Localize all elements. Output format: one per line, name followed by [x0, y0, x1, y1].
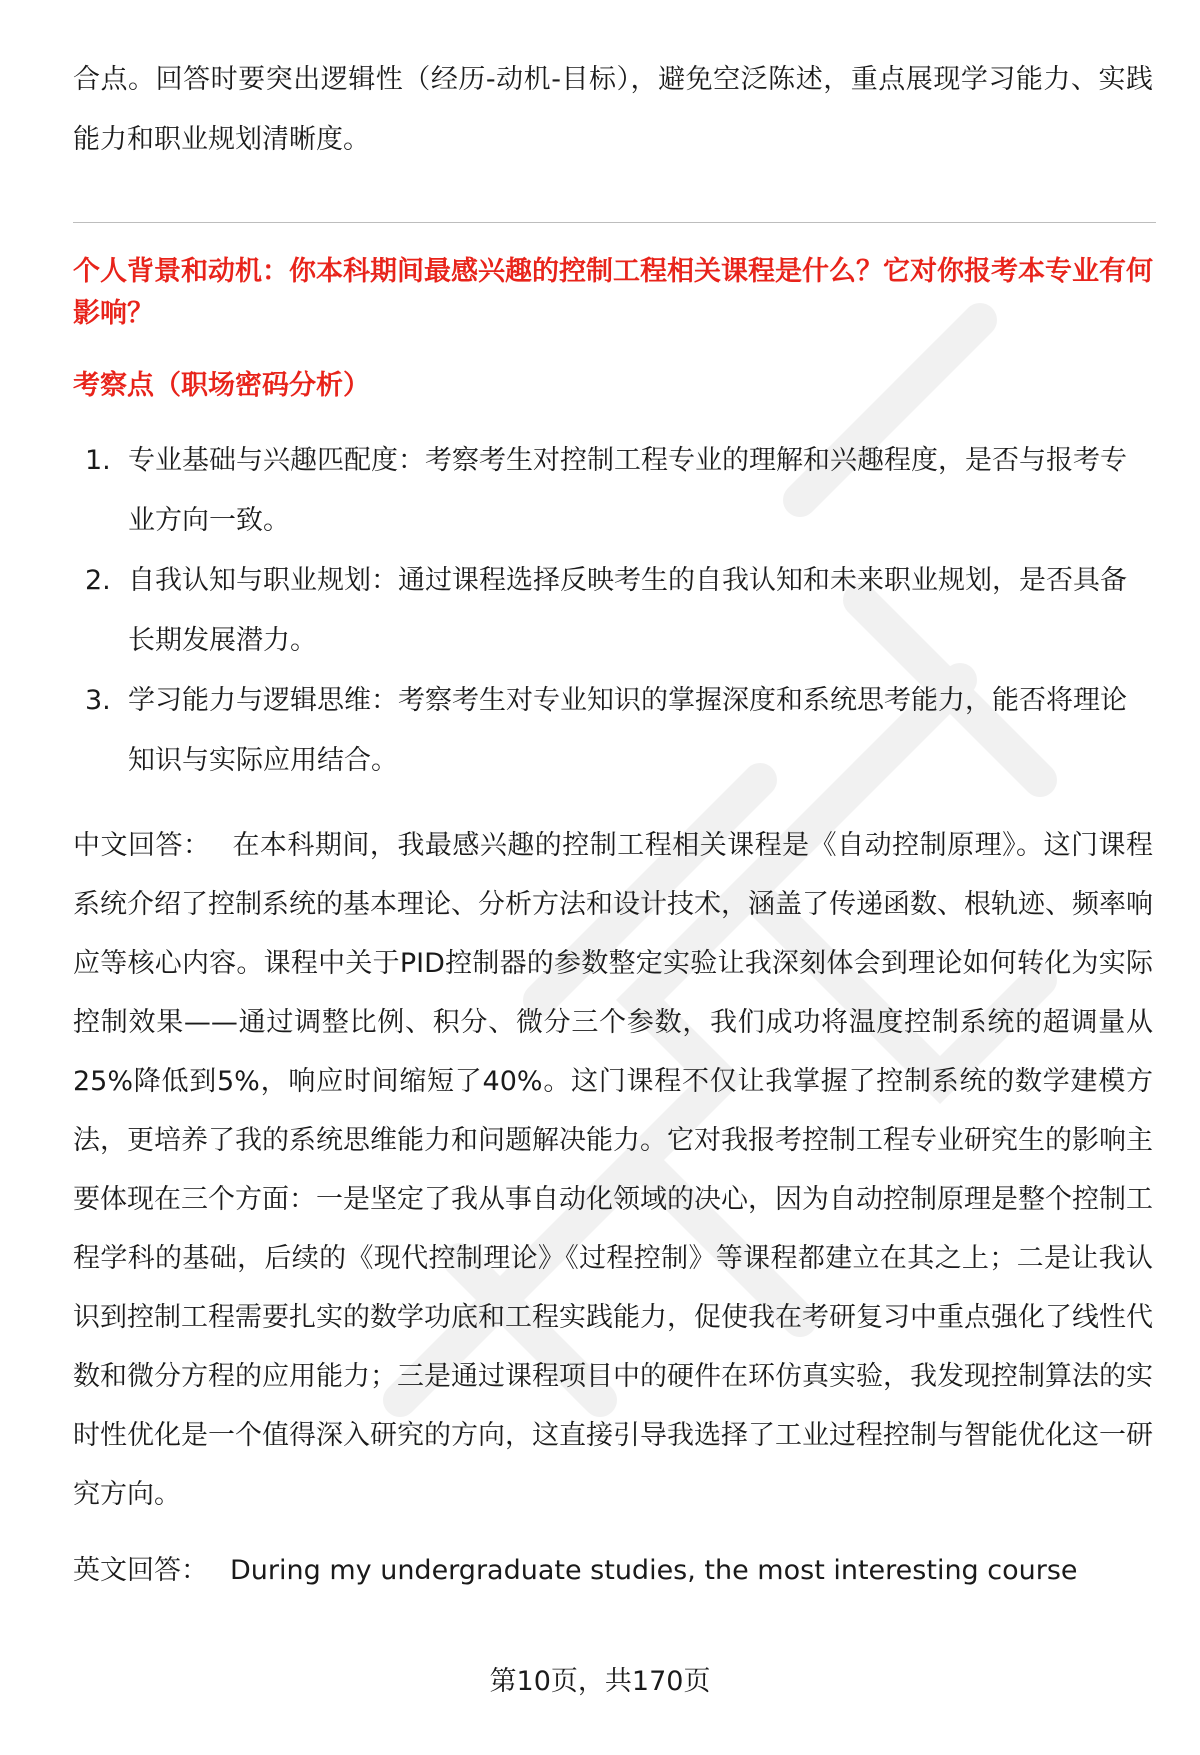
point-text: 学习能力与逻辑思维：考察考生对专业知识的掌握深度和系统思考能力，能否将理论知识与实际应用结合。 — [128, 685, 1127, 776]
chinese-answer-label: 中文回答： — [73, 830, 211, 861]
assessment-point — [73, 551, 1153, 671]
section-divider — [73, 222, 1156, 223]
intro-paragraph: 合点。回答时要突出逻辑性（经历-动机-目标），避免空泛陈述，重点展现学习能力、实践能力和职业规划清晰度。 — [73, 64, 1153, 155]
point-text: 自我认知与职业规划：通过课程选择反映考生的自我认知和未来职业规划，是否具备长期发展潜力。 — [128, 565, 1127, 656]
question-title: 个人背景和动机：你本科期间最感兴趣的控制工程相关课程是什么？它对你报考本专业有何影响？ — [73, 256, 1153, 329]
document-body — [73, 50, 1153, 1618]
chinese-answer-text: 在本科期间，我最感兴趣的控制工程相关课程是《自动控制原理》。这门课程系统介绍了控制系统的基本理论、分析方法和设计技术，涵盖了传递函数、根轨迹、频率响应等核心内容。课程中关于PID控制器的参数整定实验让我深刻体会到理论如何转化为实际控制效果——通过调整比例、积分、微分三个参数，我们成功将温度控制系统的超调量从25%降低到5%，响应时间缩短了40%。这门课程不仅让我掌握了控制系统的数学建模方法，更培养了我的系统思维能力和问题解决能力。它对我报考控制工程专业研究生的影响主要体现在三个方面：一是坚定了我从事自动化领域的决心，因为自动控制原理是整个控制工程学科的基础，后续的《现代控制理论》《过程控制》等课程都建立在其之上；二是让我认识到控制工程需要扎实的数学功底和工程实践能力，促使我在考研复习中重点强化了线性代数和微分方程的应用能力；三是通过课程项目中的硬件在环仿真实验，我发现控制算法的实时性优化是一个值得深入研究的方向，这直接引导我选择了工业过程控制与智能优化这一研究方向。 — [73, 830, 1154, 1510]
assessment-point — [73, 431, 1153, 551]
point-number: 2. — [85, 565, 111, 596]
assessment-label: 考察点（职场密码分析） — [73, 370, 370, 401]
assessment-point — [73, 671, 1153, 791]
point-number: 1. — [85, 445, 111, 476]
point-number: 3. — [85, 685, 111, 716]
assessment-points-list — [73, 431, 1153, 791]
point-text: 专业基础与兴趣匹配度：考察考生对控制工程专业的理解和兴趣程度，是否与报考专业方向一致。 — [128, 445, 1127, 536]
english-answer-label: 英文回答： — [73, 1555, 208, 1586]
english-answer-text: During my undergraduate studies, the most interesting course — [230, 1555, 1078, 1586]
chinese-answer — [73, 816, 1153, 1524]
page-number-footer: 第10页，共170页 — [489, 1666, 711, 1697]
english-answer — [73, 1551, 1153, 1591]
